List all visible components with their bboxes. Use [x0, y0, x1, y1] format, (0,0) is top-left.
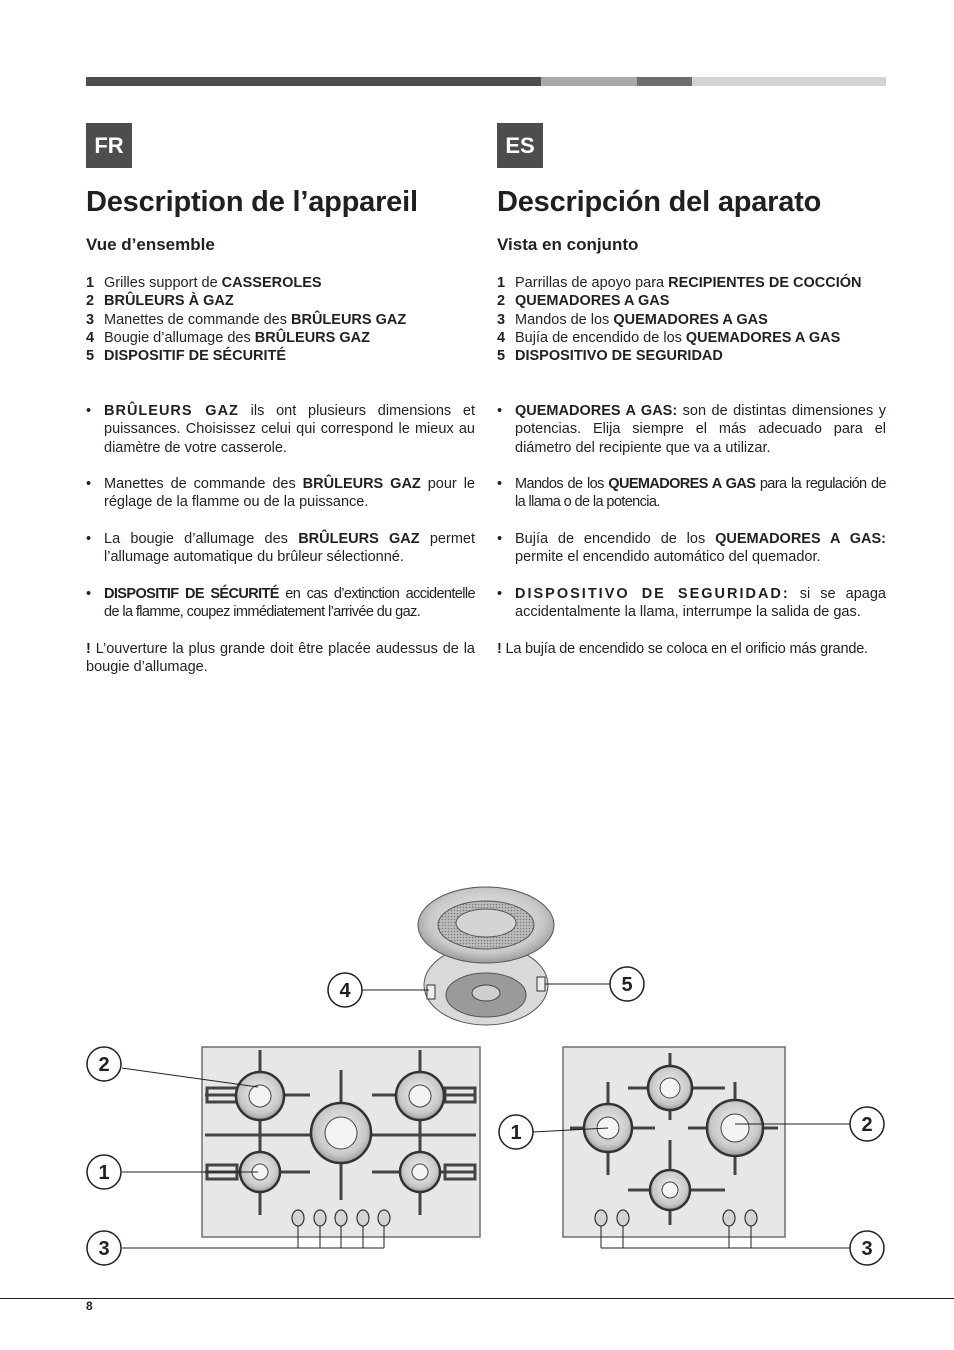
es-bullet: • QUEMADORES A GAS: son de distintas dimensiones y potencias. Elija siempre el más adecuado para el diámetro del recipiente que va a utilizar. [497, 403, 886, 456]
es-bullet: • DISPOSITIVO DE SEGURIDAD: si se apaga accidentalmente la llama, interrumpe la salida de gas. [497, 586, 886, 621]
hob-diagram [0, 870, 954, 1290]
callout-label-2-left: 2 [98, 1054, 110, 1076]
list-item: 1 Parrillas de apoyo para RECIPIENTES DE COCCIÓN [497, 275, 862, 291]
list-item: 1 Grilles support de CASSEROLES [86, 275, 322, 291]
fr-note: ! L’ouverture la plus grande doit être placée audessus de la bougie d’allumage. [86, 641, 475, 676]
list-item: 2 BRÛLEURS À GAZ [86, 293, 234, 310]
lang-badge-es: ES [497, 123, 543, 168]
fr-bullet: • Manettes de commande des BRÛLEURS GAZ pour le réglage de la flamme ou de la puissance. [86, 476, 475, 511]
list-item: 5 DISPOSITIF DE SÉCURITÉ [86, 348, 287, 365]
fr-bullet: • DISPOSITIF DE SÉCURITÉ en cas d’extinction accidentelle de la flamme, coupez immédiatement l’arrivée du gaz. [86, 586, 475, 621]
burner-detail [418, 887, 554, 1025]
es-subtitle: Vista en conjunto [497, 235, 639, 254]
fr-component-list [86, 274, 406, 365]
list-item: 2 QUEMADORES A GAS [497, 293, 670, 310]
list-item: 3 Mandos de los QUEMADORES A GAS [497, 311, 768, 328]
header-color-bar [86, 77, 886, 86]
es-component-list [497, 274, 862, 365]
list-item: 4 Bougie d’allumage des BRÛLEURS GAZ [86, 329, 370, 346]
callout-label-1-left: 1 [98, 1162, 110, 1184]
page-number: 8 [86, 1299, 93, 1313]
es-bullet: • Bujía de encendido de los QUEMADORES A GAS: permite el encendido automático del quemador. [497, 531, 887, 566]
es-note: ! La bujía de encendido se coloca en el orificio más grande. [497, 641, 868, 657]
callout-label-5: 5 [621, 974, 633, 996]
footer-rule [0, 1298, 954, 1299]
list-item: 4 Bujía de encendido de los QUEMADORES A GAS [497, 329, 841, 346]
callout-label-3-left: 3 [98, 1238, 110, 1260]
callout-label-1-right: 1 [510, 1122, 522, 1144]
list-item: 5 DISPOSITIVO DE SEGURIDAD [497, 348, 723, 365]
fr-subtitle: Vue d’ensemble [86, 235, 215, 254]
callout-label-3-right: 3 [861, 1238, 873, 1260]
fr-bullet: • BRÛLEURS GAZ ils ont plusieurs dimensions et puissances. Choisissez celui qui correspond le mieux au diamètre de votre casserole. [86, 403, 475, 456]
hob-four-burner [563, 1047, 785, 1237]
hob-five-burner [202, 1047, 480, 1237]
lang-badge-fr: FR [86, 123, 132, 168]
callout-label-4: 4 [339, 980, 351, 1002]
list-item: 3 Manettes de commande des BRÛLEURS GAZ [86, 311, 407, 328]
fr-title: Description de l’appareil [86, 186, 418, 218]
es-bullet: • Mandos de los QUEMADORES A GAS para la regulación de la llama o de la potencia. [497, 476, 886, 511]
callout-label-2-right: 2 [861, 1114, 873, 1136]
es-title: Descripción del aparato [497, 186, 822, 218]
fr-bullet: • La bougie d’allumage des BRÛLEURS GAZ permet l’allumage automatique du brûleur sélectionné. [86, 531, 475, 566]
